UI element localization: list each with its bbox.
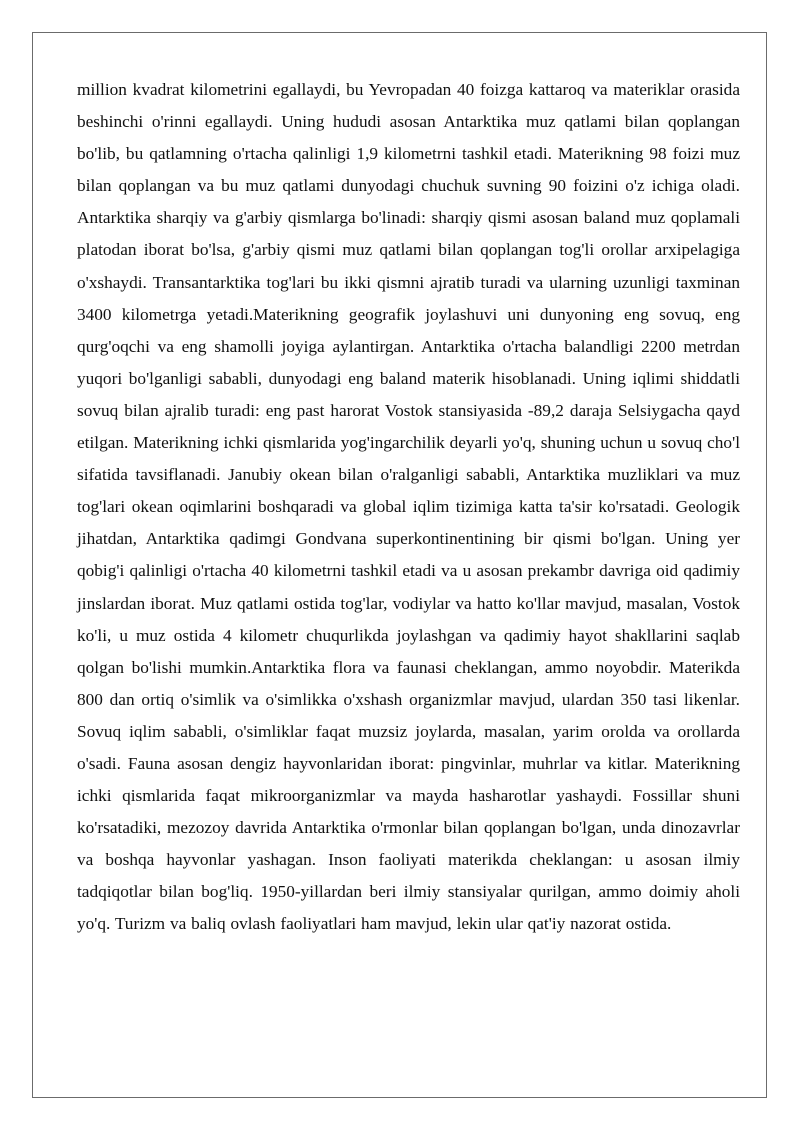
document-body-paragraph: million kvadrat kilometrini egallaydi, bu Yevropadan 40 foizga kattaroq va materiklar orasida beshinchi o'rinni egallaydi. Uning hududi asosan Antarktika muz qatlami bilan qoplangan bo'lib, bu qatlamning o'rtacha qalinligi 1,9 kilometrni tashkil etadi. Materikning 98 foizi muz bilan qoplangan va bu muz qatlami dunyodagi chuchuk suvning 90 foizini o'z ichiga oladi. Antarktika sharqiy va g'arbiy qismlarga bo'linadi: sharqiy qismi asosan baland muz qoplamali platodan iborat bo'lsa, g'arbiy qismi muz qatlami bilan qoplangan tog'li orollar arxipelagiga o'xshaydi. Transantarktika tog'lari bu ikki qismni ajratib turadi va ularning uzunligi taxminan 3400 kilometrga yetadi.Materikning geografik joylashuvi uni dunyoning eng sovuq, eng qurg'oqchi va eng shamolli joyiga aylantirgan. Antarktika o'rtacha balandligi 2200 metrdan yuqori bo'lganligi sababli, dunyodagi eng baland materik hisoblanadi. Uning iqlimi shiddatli sovuq bilan ajralib turadi: eng past harorat Vostok stansiyasida -89,2 daraja Selsiygacha qayd etilgan. Materikning ichki qismlarida yog'ingarchilik deyarli yo'q, shuning uchun u sovuq cho'l sifatida tavsiflanadi. Janubiy okean bilan o'ralganligi sababli, Antarktika muzliklari va muz tog'lari okean oqimlarini boshqaradi va global iqlim tizimiga katta ta'sir ko'rsatadi. Geologik jihatdan, Antarktika qadimgi Gondvana superkontinentining bir qismi bo'lgan. Uning yer qobig'i qalinligi o'rtacha 40 kilometrni tashkil etadi va u asosan prekambr davriga oid qadimiy jinslardan iborat. Muz qatlami ostida tog'lar, vodiylar va hatto ko'llar mavjud, masalan, Vostok ko'li, u muz ostida 4 kilometr chuqurlikda joylashgan va qadimiy hayot shakllarini saqlab qolgan bo'lishi mumkin.Antarktika flora va faunasi cheklangan, ammo noyobdir. Materikda 800 dan ortiq o'simlik va o'simlikka o'xshash organizmlar mavjud, ulardan 350 tasi likenlar. Sovuq iqlim sababli, o'simliklar faqat muzsiz joylarda, masalan, yarim orolda va orollarda o'sadi. Fauna asosan dengiz hayvonlaridan iborat: pingvinlar, muhrlar va kitlar. Materikning ichki qismlarida faqat mikroorganizmlar va mayda hasharotlar yashaydi. Fossillar shuni ko'rsatadiki, mezozoy davrida Antarktika o'rmonlar bilan qoplangan bo'lgan, unda dinozavrlar va boshqa hayvonlar yashagan. Inson faoliyati materikda cheklangan: u asosan ilmiy tadqiqotlar bilan bog'liq. 1950-yillardan beri ilmiy stansiyalar qurilgan, ammo doimiy aholi yo'q. Turizm va baliq ovlash faoliyatlari ham mavjud, lekin ular qat'iy nazorat ostida. [77, 80, 740, 934]
